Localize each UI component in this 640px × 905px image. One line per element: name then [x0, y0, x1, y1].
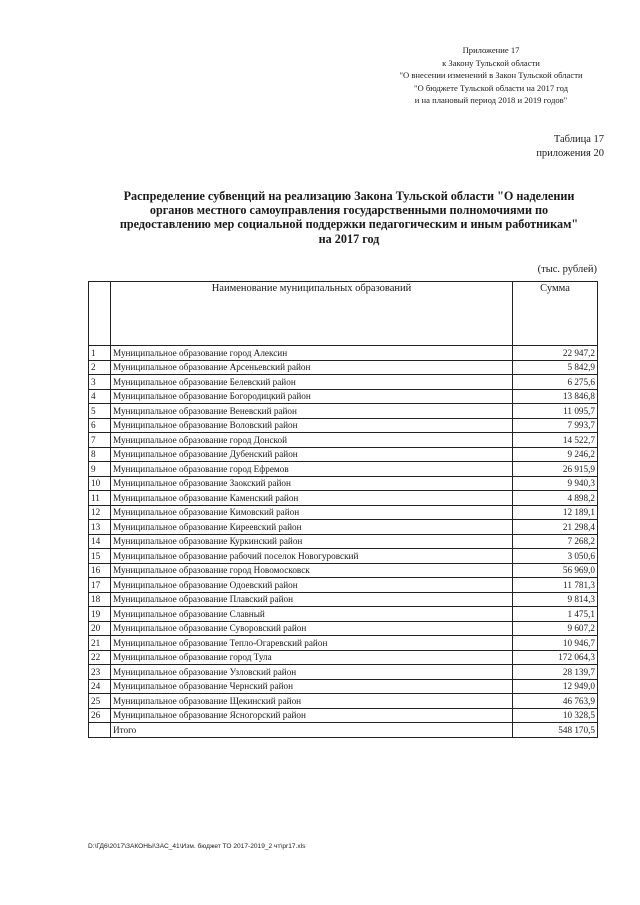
row-sum: 11 095,7 [513, 404, 598, 419]
table-row [89, 360, 598, 375]
table-row [89, 520, 598, 535]
row-number: 18 [89, 592, 111, 607]
table-row [89, 418, 598, 433]
row-number: 19 [89, 607, 111, 622]
title-line-4: на 2017 год [318, 231, 380, 246]
row-number: 3 [89, 375, 111, 390]
row-name: Муниципальное образование Кимовский район [111, 505, 513, 520]
table-row [89, 592, 598, 607]
row-number: 8 [89, 447, 111, 462]
row-sum: 5 842,9 [513, 360, 598, 375]
table-row [89, 476, 598, 491]
row-name: Муниципальное образование Узловский район [111, 665, 513, 680]
table-reference [536, 133, 604, 161]
row-number: 9 [89, 462, 111, 477]
row-name: Муниципальное образование город Ефремов [111, 462, 513, 477]
table-row [89, 346, 598, 361]
row-number: 26 [89, 708, 111, 723]
appendix-line-4: "О бюджете Тульской области на 2017 год [414, 82, 568, 93]
table-row [89, 462, 598, 477]
table-row [89, 549, 598, 564]
total-row [89, 723, 598, 738]
row-sum: 13 846,8 [513, 389, 598, 404]
table-row [89, 375, 598, 390]
table-row [89, 505, 598, 520]
table-row [89, 404, 598, 419]
appendix-line-3: "О внесении изменений в Закон Тульской области [399, 70, 583, 81]
row-name: Муниципальное образование Плавский район [111, 592, 513, 607]
row-sum: 26 915,9 [513, 462, 598, 477]
row-name: Муниципальное образование Дубенский район [111, 447, 513, 462]
row-name: Муниципальное образование Славный [111, 607, 513, 622]
table-row [89, 621, 598, 636]
row-sum: 56 969,0 [513, 563, 598, 578]
row-sum: 12 189,1 [513, 505, 598, 520]
row-number: 4 [89, 389, 111, 404]
table-body [89, 346, 598, 738]
row-number: 11 [89, 491, 111, 506]
row-sum: 10 946,7 [513, 636, 598, 651]
row-sum: 9 940,3 [513, 476, 598, 491]
row-name: Муниципальное образование город Тула [111, 650, 513, 665]
row-sum: 6 275,6 [513, 375, 598, 390]
row-number: 23 [89, 665, 111, 680]
row-name: Муниципальное образование Тепло-Огаревский район [111, 636, 513, 651]
row-number: 10 [89, 476, 111, 491]
title-line-2: органов местного самоуправления государственными полномочиями по [149, 203, 549, 218]
row-number: 17 [89, 578, 111, 593]
row-name: Муниципальное образование Киреевский район [111, 520, 513, 535]
row-name: Муниципальное образование Воловский район [111, 418, 513, 433]
row-number: 2 [89, 360, 111, 375]
appendix-line-2: к Закону Тульской области [442, 57, 540, 68]
row-number: 6 [89, 418, 111, 433]
row-sum: 14 522,7 [513, 433, 598, 448]
row-name: Муниципальное образование город Новомосковск [111, 563, 513, 578]
units-label: (тыс. рублей) [537, 264, 597, 275]
row-number: 25 [89, 694, 111, 709]
row-number: 21 [89, 636, 111, 651]
table-row [89, 679, 598, 694]
row-sum: 172 064,3 [513, 650, 598, 665]
table-row [89, 650, 598, 665]
title-line-3: предоставлению мер социальной поддержки педагогическим и иным работникам" [119, 217, 579, 232]
row-sum: 12 949,0 [513, 679, 598, 694]
title-line-1: Распределение субвенций на реализацию Закона Тульской области "О наделении [123, 189, 575, 203]
table-row [89, 665, 598, 680]
row-sum: 22 947,2 [513, 346, 598, 361]
appendix-line-5: и на плановый период 2018 и 2019 годов" [414, 95, 568, 106]
row-number: 14 [89, 534, 111, 549]
table-row [89, 534, 598, 549]
table-row [89, 694, 598, 709]
row-name: Муниципальное образование Веневский район [111, 404, 513, 419]
table-row [89, 389, 598, 404]
header-name: Наименование муниципальных образований [111, 282, 513, 346]
row-sum: 11 781,3 [513, 578, 598, 593]
appendix-line-1: Приложение 17 [462, 45, 520, 55]
header-sum: Сумма [513, 282, 598, 346]
row-number: 16 [89, 563, 111, 578]
row-number: 24 [89, 679, 111, 694]
row-name: Муниципальное образование город Донской [111, 433, 513, 448]
row-sum: 9 246,2 [513, 447, 598, 462]
document-title [100, 189, 598, 246]
row-sum: 1 475,1 [513, 607, 598, 622]
table-row [89, 563, 598, 578]
table-number: Таблица 17 [553, 134, 604, 145]
row-sum: 9 607,2 [513, 621, 598, 636]
row-sum: 21 298,4 [513, 520, 598, 535]
table-row [89, 636, 598, 651]
row-name: Муниципальное образование Одоевский район [111, 578, 513, 593]
header-number-cell [89, 282, 111, 346]
table-row [89, 708, 598, 723]
total-label: Итого [111, 723, 513, 738]
row-sum: 4 898,2 [513, 491, 598, 506]
appendix-header [360, 44, 622, 107]
row-name: Муниципальное образование Чернский район [111, 679, 513, 694]
row-name: Муниципальное образование Ясногорский район [111, 708, 513, 723]
row-number: 12 [89, 505, 111, 520]
row-number: 7 [89, 433, 111, 448]
row-name: Муниципальное образование Куркинский район [111, 534, 513, 549]
table-appendix: приложения 20 [536, 148, 604, 159]
row-number: 13 [89, 520, 111, 535]
row-number: 5 [89, 404, 111, 419]
row-sum: 9 814,3 [513, 592, 598, 607]
row-sum: 3 050,6 [513, 549, 598, 564]
row-name: Муниципальное образование Богородицкий район [111, 389, 513, 404]
row-sum: 10 328,5 [513, 708, 598, 723]
file-path-footer: D:\ГД6\2017\ЗАКОНЫ\ЗАС_41\Изм. бюджет ТО 2017-2019_2 чт\pr17.xls [88, 843, 306, 850]
row-number: 20 [89, 621, 111, 636]
row-number: 15 [89, 549, 111, 564]
row-name: Муниципальное образование Каменский район [111, 491, 513, 506]
row-name: Муниципальное образование город Алексин [111, 346, 513, 361]
row-sum: 7 993,7 [513, 418, 598, 433]
row-name: Муниципальное образование Щекинский район [111, 694, 513, 709]
row-sum: 46 763,9 [513, 694, 598, 709]
table-row [89, 433, 598, 448]
row-number: 22 [89, 650, 111, 665]
row-sum: 28 139,7 [513, 665, 598, 680]
total-sum: 548 170,5 [513, 723, 598, 738]
table-row [89, 491, 598, 506]
table-row [89, 447, 598, 462]
row-number: 1 [89, 346, 111, 361]
total-number-cell [89, 723, 111, 738]
row-name: Муниципальное образование рабочий поселок Новогуровский [111, 549, 513, 564]
table-header-row [89, 282, 598, 346]
subventions-table [88, 281, 598, 738]
row-sum: 7 268,2 [513, 534, 598, 549]
row-name: Муниципальное образование Белевский район [111, 375, 513, 390]
row-name: Муниципальное образование Суворовский район [111, 621, 513, 636]
table-row [89, 607, 598, 622]
table-row [89, 578, 598, 593]
row-name: Муниципальное образование Арсеньевский район [111, 360, 513, 375]
row-name: Муниципальное образование Заокский район [111, 476, 513, 491]
